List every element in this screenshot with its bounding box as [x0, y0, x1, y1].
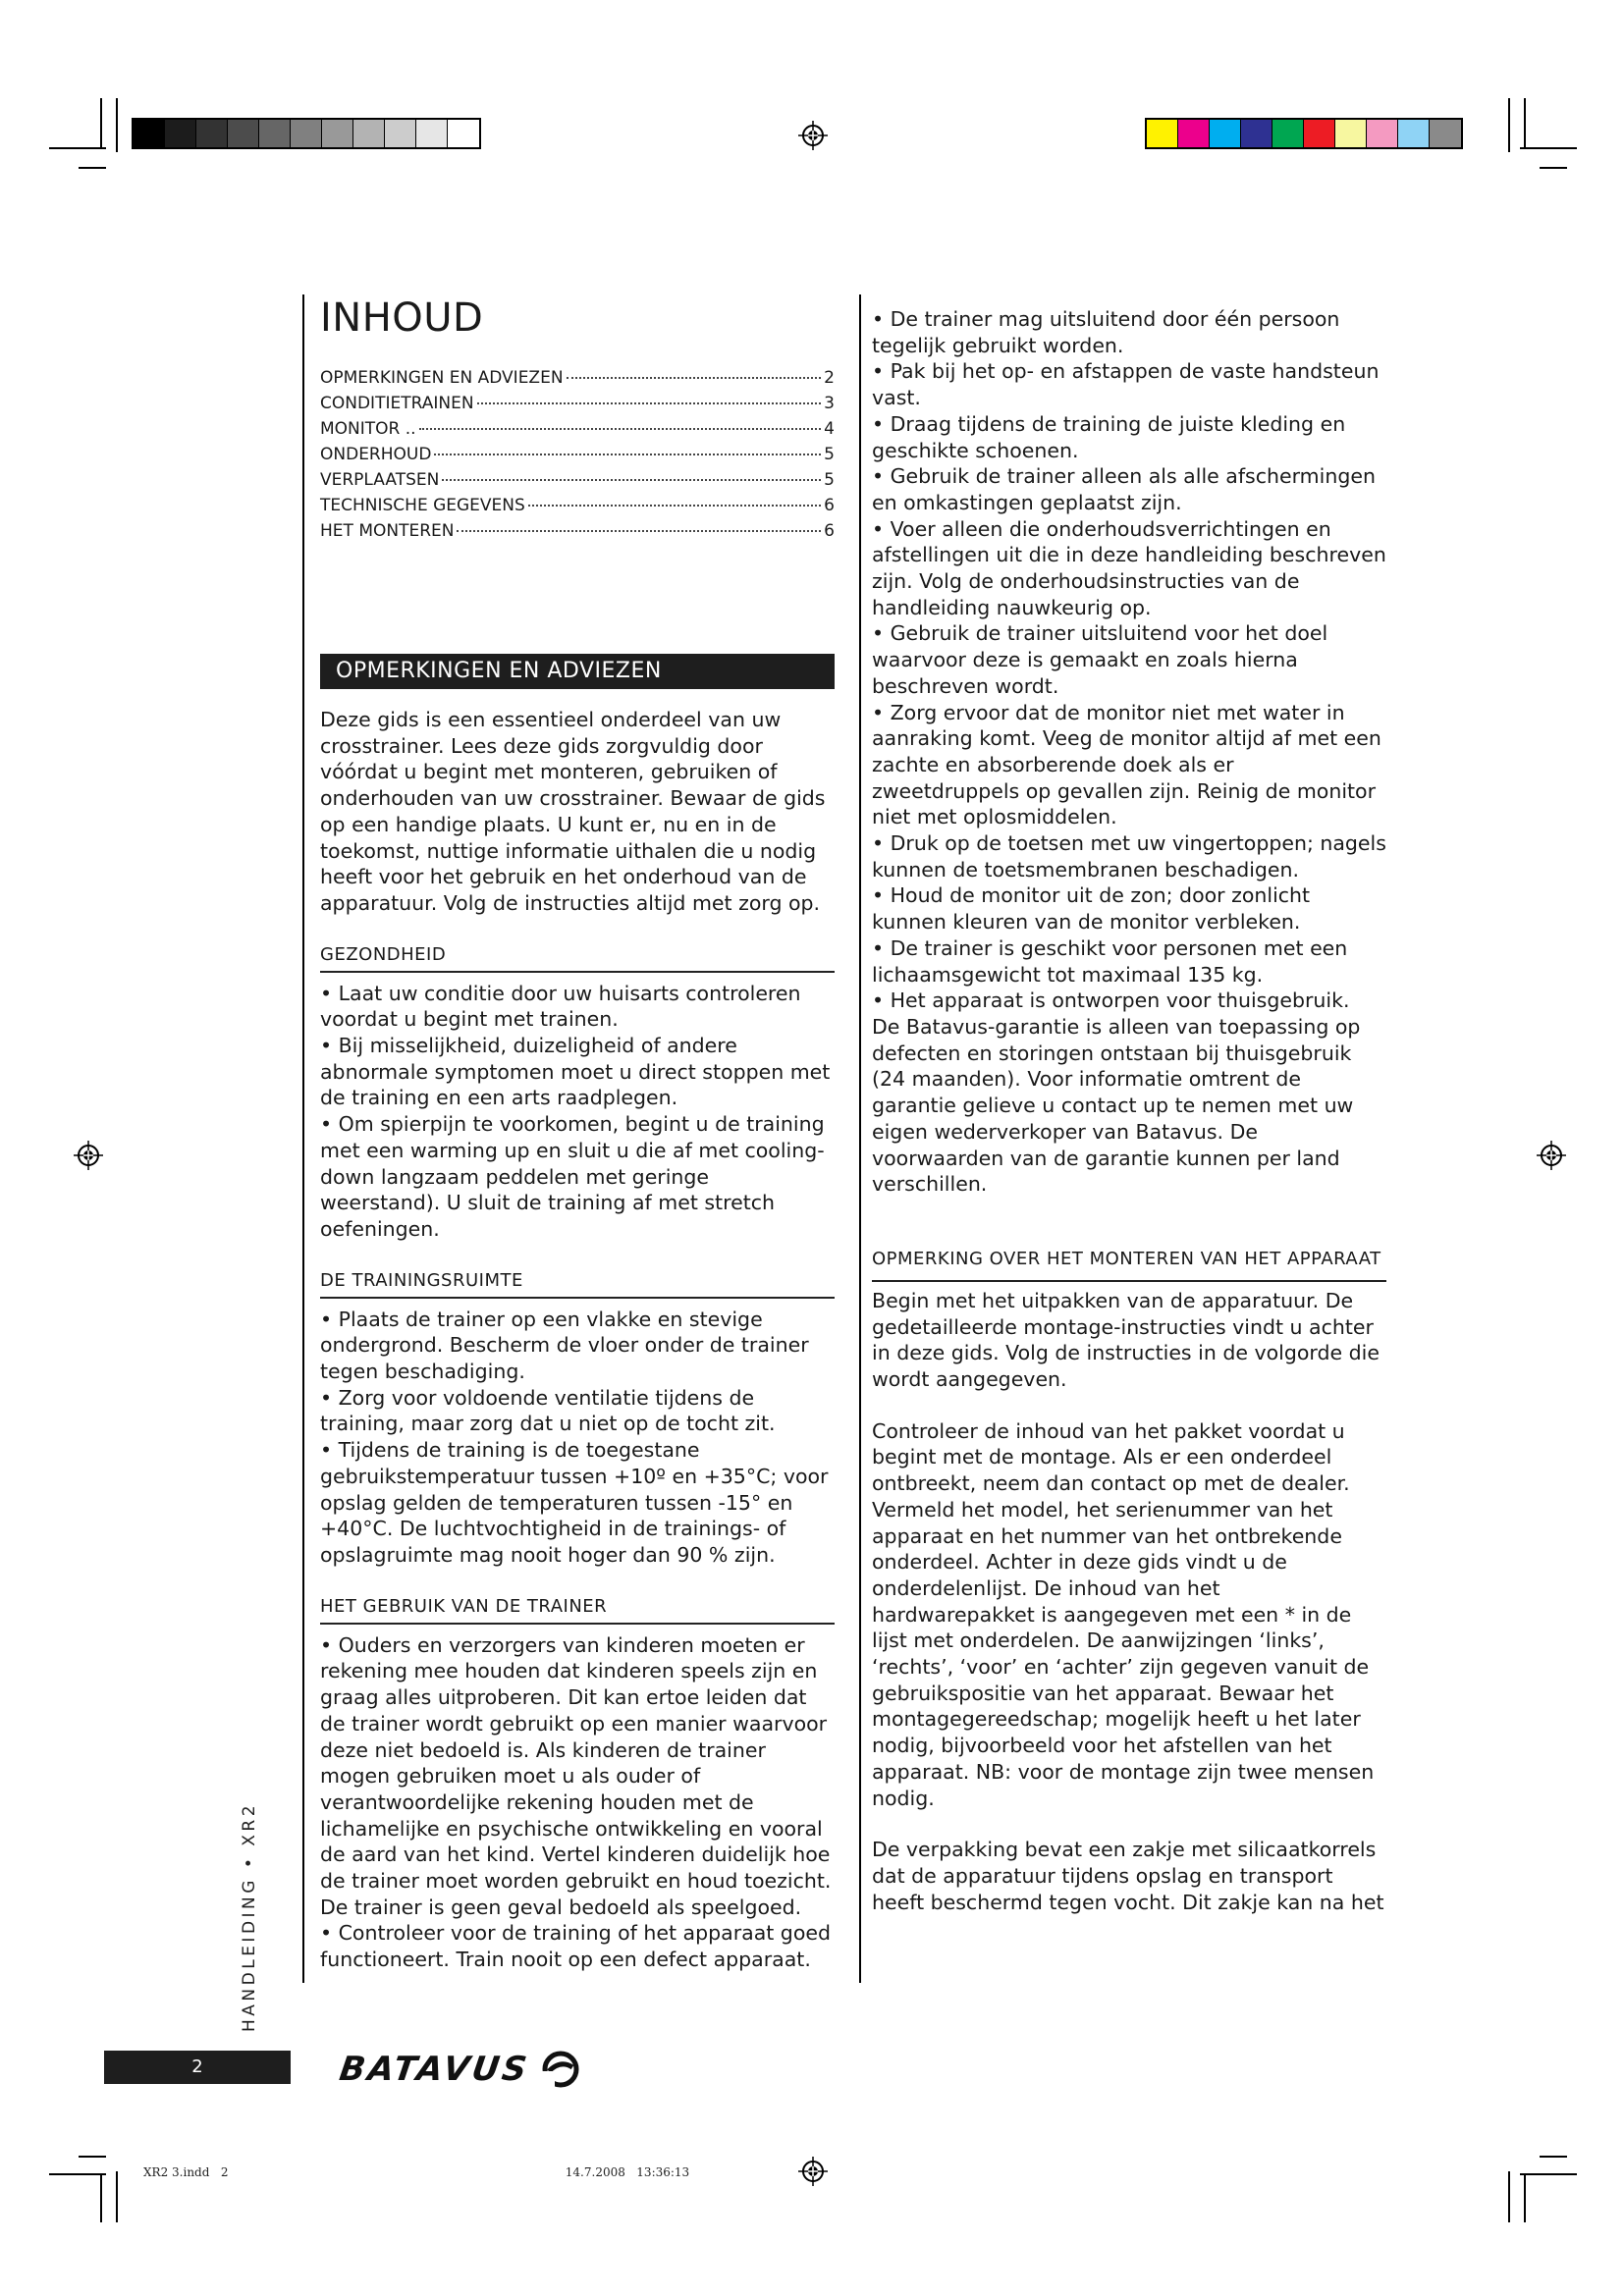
color-swatch: [291, 120, 322, 147]
right-column-body: [872, 306, 1386, 1915]
registration-mark-icon: [1537, 1141, 1566, 1170]
crop-mark: [79, 167, 106, 169]
toc-item[interactable]: [320, 391, 835, 416]
color-swatch: [1335, 120, 1367, 147]
crop-mark: [1520, 147, 1577, 149]
crop-mark: [1540, 2156, 1567, 2158]
color-swatch: [196, 120, 228, 147]
left-column-rule: [302, 294, 304, 1983]
color-swatch: [1210, 120, 1241, 147]
bullet-item: • Om spierpijn te voorkomen, begint u de training met een warming up en sluit u die af met cooling-down langzaam peddelen met geringe weerstand). U sluit de training af met stretch oefeningen.: [320, 1112, 825, 1241]
bullet-item: • Plaats de trainer op een vlakke en stevige ondergrond. Bescherm de vloer onder de trainer tegen beschadiging.: [320, 1307, 809, 1384]
bullet-item: • Bij misselijkheid, duizeligheid of andere abnormale symptomen moet u direct stoppen met de training en een arts raadplegen.: [320, 1034, 831, 1110]
crop-mark: [79, 2156, 106, 2158]
bullet-item: • De trainer mag uitsluitend door één persoon tegelijk gebruikt worden.: [872, 307, 1340, 357]
color-swatch: [353, 120, 385, 147]
color-swatch: [1304, 120, 1335, 147]
bullet-item: • Ouders en verzorgers van kinderen moeten er rekening mee houden dat kinderen speels zijn en graag alles uitproberen. Dit kan ertoe leiden dat de trainer wordt gebruikt op een manier waarvoor deze niet bedoeld is. Als kinderen de trainer mogen gebruiken moet u als ouder of verantwoordelijke rekening houden met de lichamelijke en psychische ontwikkeling en vooral de aard van het kind. Vertel kinderen duidelijk hoe de trainer moet worden gebruikt en houd toezicht. De trainer is geen geval bedoeld als speelgoed.: [320, 1632, 832, 1919]
table-of-contents: [320, 295, 835, 544]
montage-paragraph: Begin met het uitpakken van de apparatuur. De gedetailleerde montage-instructies vindt u achter in deze gids. Volg de instructies in de volgorde die wordt aangegeven.: [872, 1288, 1380, 1392]
toc-item-page: 5: [824, 470, 835, 490]
color-swatch: [448, 120, 479, 147]
color-swatch: [322, 120, 353, 147]
bullet-item: • Controleer voor de training of het apparaat goed functioneert. Train nooit op een defect apparaat.: [320, 1921, 831, 1972]
bullet-item: • Pak bij het op- en afstappen de vaste handsteun vast.: [872, 359, 1380, 410]
crop-mark: [116, 98, 118, 152]
color-swatch: [385, 120, 416, 147]
toc-item-page: 3: [824, 394, 835, 413]
bullet-item: • Zorg ervoor dat de monitor niet met water in aanraking komt. Veeg de monitor altijd af met een zachte en absorberende doek als er zweetdruppels op gevallen zijn. Reinig de monitor niet met oplosmiddelen.: [872, 700, 1381, 829]
bullet-item: • Gebruik de trainer alleen als alle afschermingen en omkastingen geplaatst zijn.: [872, 464, 1376, 514]
toc-item-label: TECHNISCHE GEGEVENS: [320, 496, 525, 515]
toc-item-page: 6: [824, 521, 835, 541]
color-swatch: [1147, 120, 1178, 147]
color-swatch: [134, 120, 165, 147]
crop-mark: [1524, 2173, 1526, 2222]
color-swatch: [1430, 120, 1461, 147]
bullet-item: • Voer alleen die onderhoudsverrichtingen en afstellingen uit die in deze handleiding beschreven zijn. Volg de onderhoudsinstructies van de handleiding nauwkeurig op.: [872, 516, 1386, 619]
color-swatch: [1178, 120, 1210, 147]
crop-mark: [49, 147, 106, 149]
color-swatch: [1241, 120, 1272, 147]
toc-item-label: CONDITIETRAINEN: [320, 394, 474, 413]
process-color-bar: [1145, 118, 1463, 149]
toc-item[interactable]: [320, 416, 835, 442]
crop-mark: [1540, 167, 1567, 169]
toc-item-page: 2: [824, 368, 835, 388]
toc-item-page: 6: [824, 496, 835, 515]
color-swatch: [165, 120, 196, 147]
toc-item[interactable]: [320, 467, 835, 493]
toc-item[interactable]: [320, 365, 835, 391]
toc-list: [320, 365, 835, 544]
intro-paragraph: Deze gids is een essentieel onderdeel van uw crosstrainer. Lees deze gids zorgvuldig door vóórdat u begint met monteren, gebruiken of onderhouden van uw crosstrainer. Bewaar de gids op een handige plaats. U kunt er, nu en in de toekomst, nuttige informatie uithalen die u nodig heeft voor het gebruik en het onderhoud van de apparatuur. Volg de instructies altijd met zorg op.: [320, 708, 826, 915]
page-number: 2: [104, 2051, 291, 2084]
bullet-item: • Houd de monitor uit de zon; door zonlicht kunnen kleuren van de monitor verbleken.: [872, 883, 1311, 934]
brand-wordmark: BATAVUS: [337, 2050, 532, 2089]
side-label: HANDLEIDING • XR2: [240, 1801, 259, 2032]
toc-item-page: 5: [824, 445, 835, 464]
subheading-gezondheid: GEZONDHEID: [320, 944, 835, 973]
file-info: XR2 3.indd 2 14.7.2008 13:36:13: [143, 2165, 690, 2179]
montage-paragraph: Controleer de inhoud van het pakket voordat u begint met de montage. Als er een onderdeel ontbreekt, neem dan contact op met de dealer. Vermeld het model, het serienummer van het apparaat en het nummer van het ontbrekende onderdeel. Achter in deze gids vindt u de onderdelenlijst. De inhoud van het hardwarepakket is aangegeven met een * in de lijst met onderdelen. De aanwijzingen ‘links’, ‘rechts’, ‘voor’ en ‘achter’ zijn gegeven vanuit de gebruikspositie van het apparaat. Bewaar het montagegereedschap; mogelijk heeft u het later nodig, bijvoorbeeld voor het afstellen van het apparaat. NB: voor de montage zijn twee mensen nodig.: [872, 1418, 1375, 1810]
bullet-item: • Druk op de toetsen met uw vingertoppen; nagels kunnen de toetsmembranen beschadigen.: [872, 831, 1386, 881]
color-swatch: [1272, 120, 1304, 147]
color-swatch: [1367, 120, 1398, 147]
toc-item-label: VERPLAATSEN: [320, 470, 440, 490]
bullet-item: • Laat uw conditie door uw huisarts controleren voordat u begint met trainen.: [320, 981, 801, 1032]
brand-logo: [337, 2050, 580, 2089]
bullet-item: • Draag tijdens de training de juiste kleding en geschikte schoenen.: [872, 411, 1346, 462]
crop-mark: [1520, 2173, 1577, 2175]
bullet-item: • De trainer is geschikt voor personen met een lichaamsgewicht tot maximaal 135 kg.: [872, 935, 1348, 987]
crop-mark: [49, 2173, 106, 2175]
bullet-item: • Gebruik de trainer uitsluitend voor het doel waarvoor deze is gemaakt en zoals hierna beschreven wordt.: [872, 621, 1328, 698]
bullet-item: • Het apparaat is ontworpen voor thuisgebruik.: [872, 988, 1350, 1013]
subheading-gebruik: HET GEBRUIK VAN DE TRAINER: [320, 1596, 835, 1625]
color-swatch: [259, 120, 291, 147]
toc-item-label: MONITOR ..: [320, 419, 416, 439]
registration-mark-icon: [798, 2157, 828, 2186]
crop-mark: [1524, 98, 1526, 149]
color-swatch: [228, 120, 259, 147]
crop-mark: [1508, 2171, 1510, 2222]
color-swatch: [1398, 120, 1430, 147]
subheading-montage: OPMERKING OVER HET MONTEREN VAN HET APPARAAT: [872, 1245, 1386, 1282]
toc-title: INHOUD: [320, 295, 484, 341]
column-divider-rule: [859, 294, 861, 1983]
section-heading-bar: OPMERKINGEN EN ADVIEZEN: [320, 654, 835, 689]
toc-item-label: ONDERHOUD: [320, 445, 432, 464]
warranty-paragraph: De Batavus-garantie is alleen van toepassing op defecten en storingen ontstaan bij thuisgebruik (24 maanden). Voor informatie omtrent de garantie gelieve u contact up te nemen met uw eigen wederverkoper van Batavus. De voorwaarden van de garantie kunnen per land verschillen.: [872, 1014, 1361, 1197]
registration-mark-icon: [74, 1141, 103, 1170]
toc-item[interactable]: [320, 518, 835, 544]
montage-paragraph: De verpakking bevat een zakje met silicaatkorrels dat de apparatuur tijdens opslag en transport heeft beschermd tegen vocht. Dit zakje kan na het: [872, 1838, 1384, 1914]
bullet-item: • Zorg voor voldoende ventilatie tijdens de training, maar zorg dat u niet op de tocht zit.: [320, 1385, 776, 1436]
bullet-item: • Tijdens de training is de toegestane gebruikstemperatuur tussen +10º en +35°C; voor opslag gelden de temperaturen tussen -15° en +40°C. De luchtvochtigheid in de trainings- of opslagruimte mag nooit hoger dan 90 % zijn.: [320, 1438, 829, 1567]
grayscale-color-bar: [132, 118, 481, 149]
toc-item-page: 4: [824, 419, 835, 439]
crop-mark: [100, 98, 102, 149]
subheading-trainingsruimte: DE TRAININGSRUIMTE: [320, 1270, 835, 1299]
toc-item-label: OPMERKINGEN EN ADVIEZEN: [320, 368, 564, 388]
toc-item[interactable]: [320, 442, 835, 467]
batavus-emblem-icon: [541, 2050, 580, 2089]
registration-mark-icon: [798, 121, 828, 150]
crop-mark: [116, 2171, 118, 2222]
toc-item[interactable]: [320, 493, 835, 518]
crop-mark: [1508, 98, 1510, 152]
toc-item-label: HET MONTEREN: [320, 521, 455, 541]
color-swatch: [416, 120, 448, 147]
left-column-body: [320, 707, 835, 1973]
crop-mark: [100, 2173, 102, 2222]
